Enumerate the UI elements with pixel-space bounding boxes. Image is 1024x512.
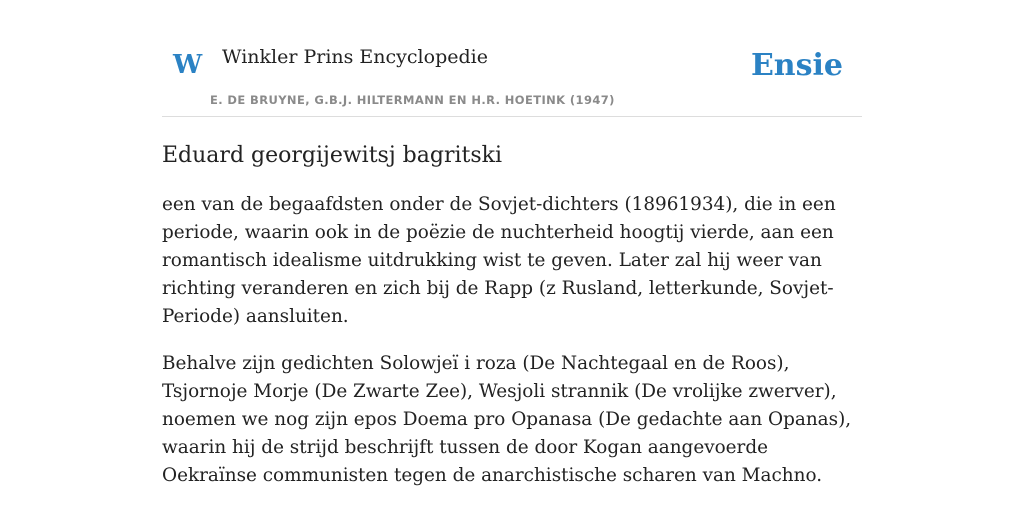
article-title: Eduard georgijewitsj bagritski [162, 143, 502, 168]
page-content [162, 0, 862, 490]
article-paragraph: Behalve zijn gedichten Solowjeï i roza (De Nachtegaal en de Roos), Tsjornoje Morje (De Zwarte Zee), Wesjoli strannik (De vrolijke zwerver), noemen we nog zijn epos Doema pro Opanasa (De gedachte aan Opanas), waarin hij de strijd beschrijft tussen de door Kogan aangevoerde Oekraïnse communisten tegen de anarchistische scharen van Machno. [162, 353, 852, 487]
winkler-prins-logo-icon[interactable]: W [173, 50, 203, 80]
source-title[interactable]: Winkler Prins Encyclopedie [222, 46, 488, 68]
source-header [162, 0, 862, 117]
ensie-logo[interactable]: Ensie [750, 48, 843, 83]
article-paragraph: een van de begaafdsten onder de Sovjet-dichters (18961934), die in een periode, waarin ook in de poëzie de nuchterheid hoogtij vierde, aan een romantisch idealisme uitdrukking wist te geven. Later zal hij weer van richting veranderen en zich bij de Rapp (z Rusland, letterkunde, Sovjet-Periode) aansluiten. [162, 194, 836, 328]
source-authors: E. DE BRUYNE, G.B.J. HILTERMANN EN H.R. HOETINK (1947) [210, 93, 615, 107]
